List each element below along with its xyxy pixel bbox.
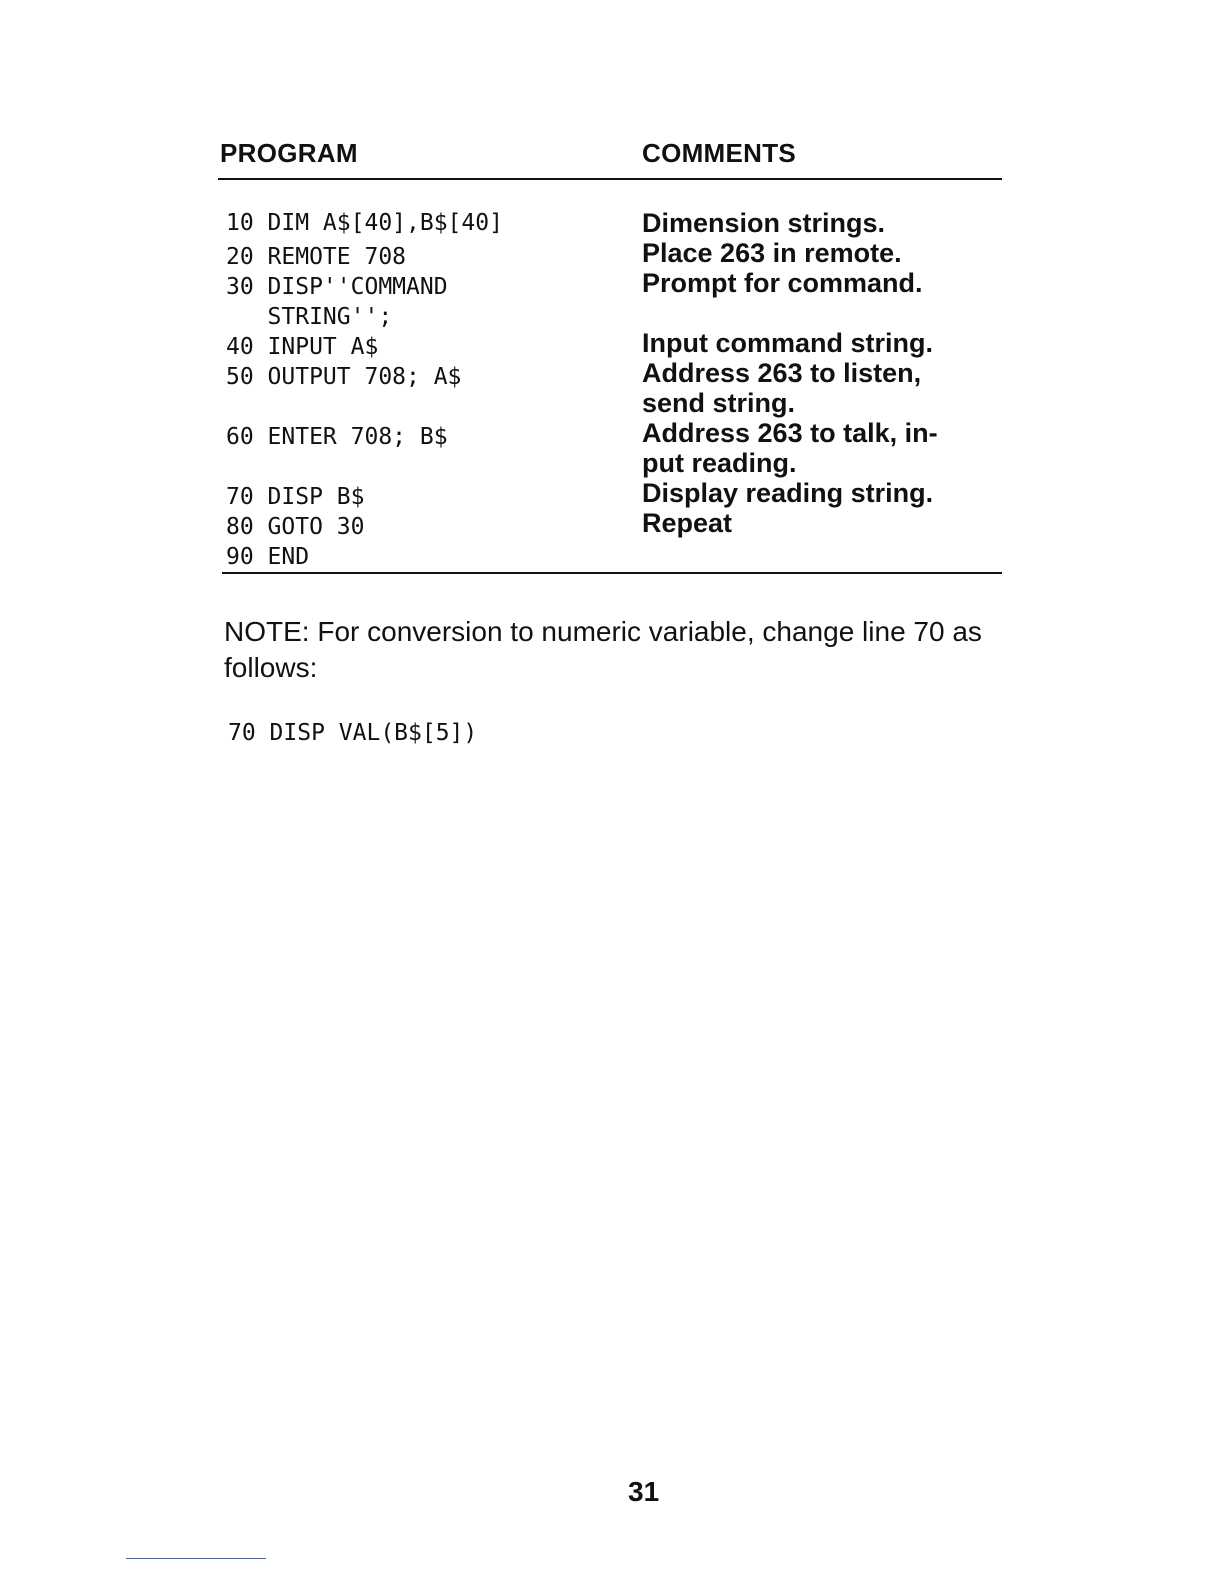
code-line: 60 ENTER 708; B$ bbox=[226, 424, 448, 450]
table-header bbox=[218, 138, 1002, 180]
code-line: 40 INPUT A$ bbox=[226, 334, 379, 360]
code-line: 30 DISP''COMMAND bbox=[226, 274, 448, 300]
comment-line: Place 263 in remote. bbox=[642, 238, 902, 268]
comment-line: Address 263 to listen, bbox=[642, 358, 922, 388]
note-code-line: 70 DISP VAL(B$[5]) bbox=[228, 720, 478, 746]
comment-line: send string. bbox=[642, 388, 796, 418]
page-number: 31 bbox=[628, 1476, 660, 1507]
code-line: 10 DIM A$[40],B$[40] bbox=[226, 210, 503, 236]
comment-line: Display reading string. bbox=[642, 478, 934, 508]
code-line: 90 END bbox=[226, 544, 310, 570]
footer-rule bbox=[126, 1558, 266, 1559]
code-line: 20 REMOTE 708 bbox=[226, 244, 407, 270]
comment-line: Address 263 to talk, in- bbox=[642, 418, 938, 448]
comment-line: Repeat bbox=[642, 508, 733, 538]
code-line: 70 DISP B$ bbox=[226, 484, 365, 510]
comment-line: Dimension strings. bbox=[642, 208, 886, 238]
comment-line: Prompt for command. bbox=[642, 268, 923, 298]
program-column-header: PROGRAM bbox=[220, 138, 358, 168]
code-line: 80 GOTO 30 bbox=[226, 514, 365, 540]
comments-column-header: COMMENTS bbox=[642, 138, 797, 168]
note-paragraph: NOTE: For conversion to numeric variable, change line 70 as follows: bbox=[224, 616, 982, 683]
table-bottom-rule bbox=[222, 572, 1002, 574]
code-line: 50 OUTPUT 708; A$ bbox=[226, 364, 462, 390]
code-line: STRING''; bbox=[226, 304, 393, 330]
comment-line: put reading. bbox=[642, 448, 797, 478]
comment-line: Input command string. bbox=[642, 328, 934, 358]
